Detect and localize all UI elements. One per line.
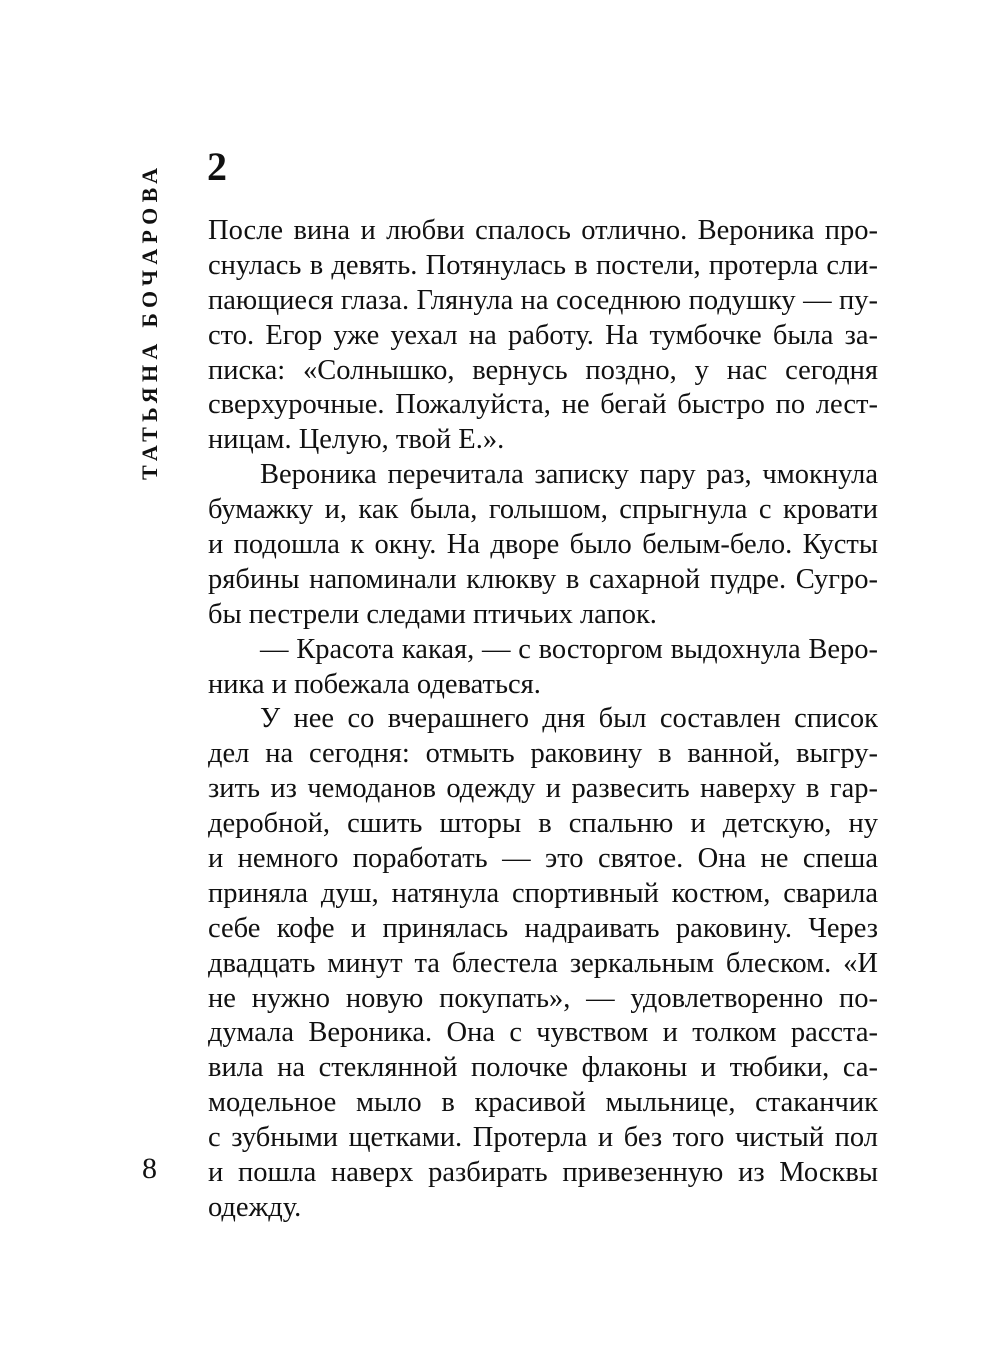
text-line: сто. Егор уже уехал на работу. На тумбочке была за- <box>208 319 878 351</box>
text-line: дел на сегодня: отмыть раковину в ванной, выгру- <box>208 738 878 770</box>
text-line: не нужно новую покупать», — удовлетворенно по- <box>208 982 878 1014</box>
text-line: одежду. <box>208 1191 302 1223</box>
text-line: себе кофе и принялась надраивать раковину. Через <box>208 912 878 944</box>
text-line: У нее со вчерашнего дня был составлен список <box>260 703 878 735</box>
text-line: Вероника перечитала записку пару раз, чмокнула <box>260 459 878 491</box>
text-line: После вина и любви спалось отлично. Вероника про- <box>208 215 878 246</box>
text-line: думала Вероника. Она с чувством и толком расста- <box>208 1017 878 1049</box>
text-line: приняла душ, натянула спортивный костюм, сварила <box>208 877 878 909</box>
chapter-number: 2 <box>207 144 227 189</box>
text-line: с зубными щетками. Протерла и без того чистый пол <box>208 1122 878 1154</box>
text-line: вила на стеклянной полочке флаконы и тюбики, са- <box>208 1052 878 1084</box>
text-line: и пошла наверх разбирать привезенную из Москвы <box>208 1157 878 1189</box>
text-line: зить из чемоданов одежду и развесить наверху в гар- <box>208 773 878 805</box>
text-line: и немного поработать — это святое. Она не спеша <box>208 843 878 875</box>
text-line: и подошла к окну. На дворе было белым-бело. Кусты <box>208 529 878 561</box>
text-line: двадцать минут та блестела зеркальным блеском. «И <box>208 947 878 979</box>
text-line: модельное мыло в красивой мыльнице, стаканчик <box>208 1087 878 1119</box>
body-text <box>208 214 878 1226</box>
text-line: рябины напоминали клюкву в сахарной пудре. Сугро- <box>208 563 878 595</box>
running-head-author: ТАТЬЯНА БОЧАРОВА <box>137 162 162 480</box>
text-line: бумажку и, как была, голышом, спрыгнула с кровати <box>208 494 878 526</box>
text-line: снулась в девять. Потянулась в постели, протерла сли- <box>208 249 878 281</box>
page-number: 8 <box>142 1152 157 1185</box>
text-line: писка: «Солнышко, вернусь поздно, у нас сегодня <box>208 354 878 386</box>
text-line: — Красота какая, — с восторгом выдохнула Веро- <box>260 633 878 665</box>
text-line: деробной, сшить шторы в спальню и детскую, ну <box>208 808 878 840</box>
text-line: сверхурочные. Пожалуйста, не бегай быстро по лест- <box>208 389 878 421</box>
text-line: ника и побежала одеваться. <box>208 668 541 700</box>
text-line: бы пестрели следами птичьих лапок. <box>208 598 657 630</box>
text-line: ницам. Целую, твой Е.». <box>208 424 505 456</box>
text-line: пающиеся глаза. Глянула на соседнюю подушку — пу- <box>208 284 878 316</box>
